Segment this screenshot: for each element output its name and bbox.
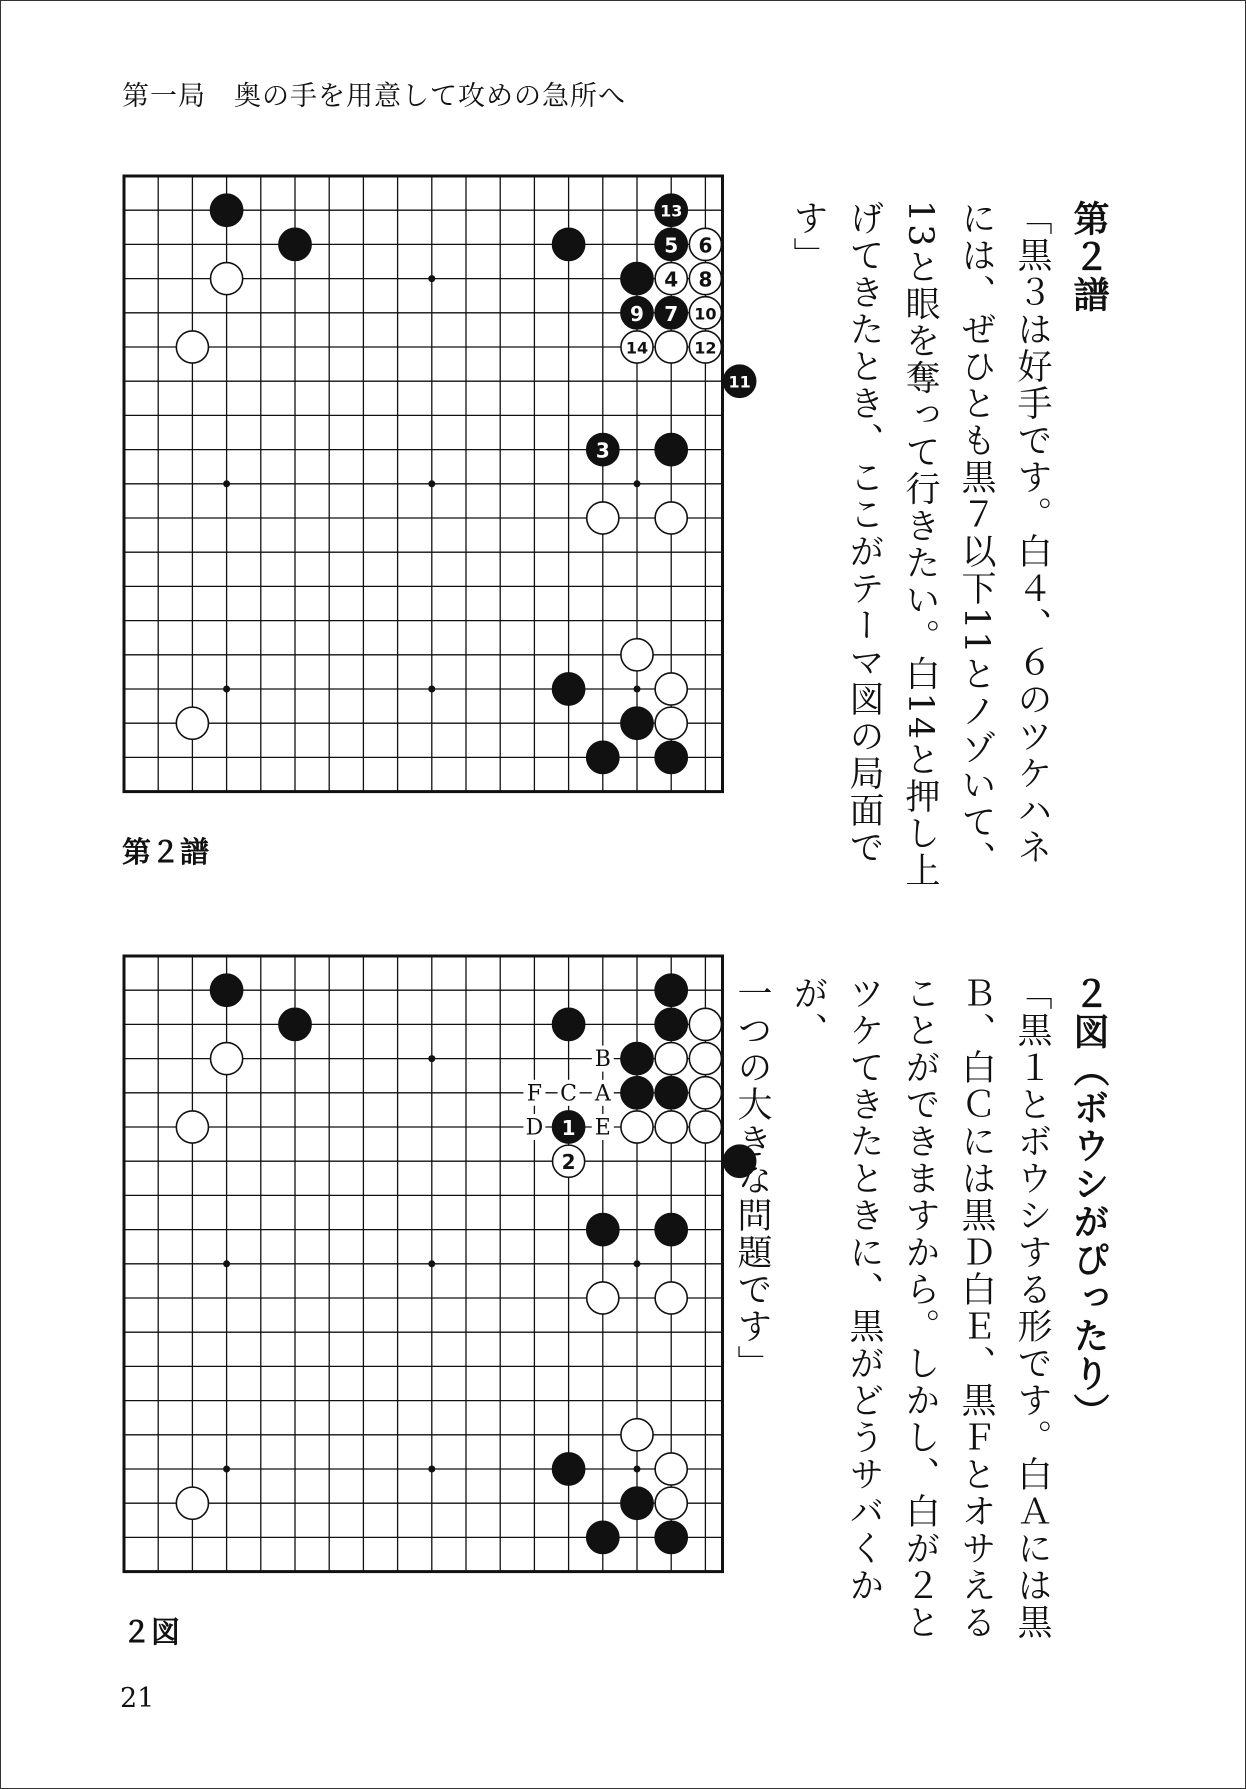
move-number-label: 8 bbox=[698, 267, 713, 292]
black-stone bbox=[587, 1214, 619, 1246]
black-stone bbox=[621, 1043, 653, 1075]
black-stone bbox=[587, 1521, 619, 1553]
move-number-label: 10 bbox=[694, 304, 717, 324]
move-number-label: 13 bbox=[660, 201, 683, 221]
commentary-2pu bbox=[780, 200, 1116, 890]
move-number-label: 2 bbox=[561, 1150, 576, 1175]
white-stone bbox=[655, 1043, 687, 1075]
white-stone bbox=[587, 1282, 619, 1314]
commentary-line: には、ぜひとも黒７以下11とノゾいて、 bbox=[956, 200, 996, 878]
move-number-label: 3 bbox=[595, 438, 610, 463]
white-stone bbox=[655, 1453, 687, 1485]
move-number-label: 12 bbox=[694, 338, 717, 358]
commentary-line: 「黒３は好手です。白４、６のツケハネ bbox=[1012, 200, 1052, 866]
white-stone bbox=[655, 1111, 687, 1143]
move-number-label: 9 bbox=[630, 301, 644, 326]
star-point bbox=[223, 1466, 230, 1473]
move-number-label: 1 bbox=[561, 1116, 576, 1140]
diagram-caption: ２図 bbox=[122, 1615, 181, 1649]
white-stone bbox=[689, 1111, 721, 1143]
white-stone bbox=[176, 1111, 208, 1143]
commentary-line: ことができますから。しかし、白が２と bbox=[900, 975, 940, 1641]
commentary-line: げてきたとき、ここがテーマ図の局面で bbox=[844, 200, 884, 866]
page-number: 21 bbox=[120, 1683, 155, 1714]
white-stone bbox=[689, 1077, 721, 1109]
white-stone bbox=[655, 1487, 687, 1519]
move-number-label: 11 bbox=[728, 372, 751, 392]
point-marker-label: B bbox=[594, 1047, 611, 1073]
point-marker-label: F bbox=[526, 1081, 543, 1107]
move-number-label: 5 bbox=[664, 233, 679, 258]
commentary-line: 「黒１とボウシする形です。白Ａには黒 bbox=[1012, 975, 1052, 1641]
point-marker-label: D bbox=[525, 1115, 544, 1141]
point-marker-label: E bbox=[594, 1115, 611, 1141]
white-stone bbox=[689, 1043, 721, 1075]
point-marker-label: C bbox=[560, 1081, 578, 1107]
commentary-heading: 第２譜 bbox=[1068, 200, 1109, 314]
commentary-line: 一つの大きな問題です」 bbox=[732, 975, 772, 1382]
commentary-line: ツケてきたときに、黒がどうサバくかが、 bbox=[788, 975, 884, 1604]
white-stone bbox=[211, 1043, 243, 1075]
move-number-label: 14 bbox=[625, 338, 649, 358]
black-stone bbox=[553, 1008, 585, 1040]
black-stone bbox=[655, 1077, 687, 1109]
diagram-caption: 第２譜 bbox=[122, 835, 210, 869]
star-point bbox=[634, 1260, 641, 1267]
move-number-label: 4 bbox=[664, 267, 679, 292]
black-stone bbox=[621, 1077, 653, 1109]
black-stone bbox=[655, 1521, 687, 1553]
commentary-line: Ｂ、白Ｃには黒Ｄ白Ｅ、黒Ｆとオサえる bbox=[956, 975, 996, 1641]
star-point bbox=[223, 1260, 230, 1267]
move-number-label: 6 bbox=[698, 233, 713, 258]
black-stone bbox=[655, 1008, 687, 1040]
black-stone bbox=[655, 974, 687, 1006]
commentary-line: す」 bbox=[788, 200, 828, 274]
black-stone bbox=[655, 1214, 687, 1246]
commentary-2zu bbox=[724, 975, 1116, 1665]
white-stone bbox=[655, 1282, 687, 1314]
white-stone bbox=[689, 1008, 721, 1040]
white-stone bbox=[621, 1419, 653, 1451]
white-stone bbox=[621, 1111, 653, 1143]
black-stone bbox=[553, 1453, 585, 1485]
commentary-line: 13と眼を奪って行きたい。白14と押し上 bbox=[900, 200, 940, 890]
commentary-heading: ２図（ボウシがぴったり） bbox=[1068, 975, 1109, 1431]
black-stone bbox=[211, 974, 243, 1006]
point-marker-label: A bbox=[594, 1081, 611, 1107]
star-point bbox=[428, 1055, 435, 1062]
star-point bbox=[428, 1466, 435, 1473]
black-stone bbox=[621, 1487, 653, 1519]
white-stone bbox=[176, 1487, 208, 1519]
black-stone bbox=[279, 1008, 311, 1040]
move-number-label: 7 bbox=[664, 301, 679, 326]
running-header: 第一局 奥の手を用意して攻めの急所へ bbox=[122, 81, 626, 112]
star-point bbox=[428, 1260, 435, 1267]
star-point bbox=[634, 1466, 641, 1473]
